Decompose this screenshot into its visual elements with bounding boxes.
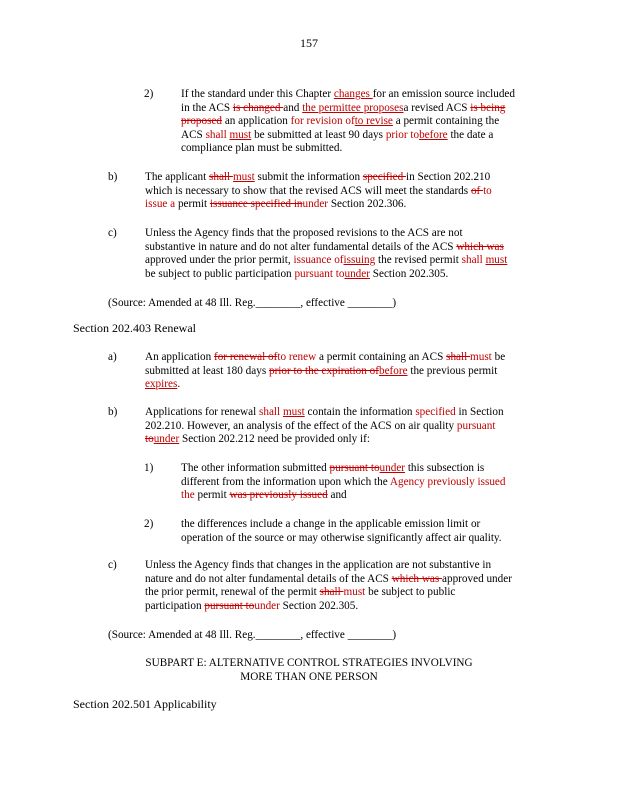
item-label: c) <box>108 559 117 571</box>
page-number: 157 <box>300 36 318 50</box>
paragraph-item-a: An application for renewal ofto renew a permit containing an ACS shall must be submitted at least 180 days prior to the expiration ofbefore the previous permit expires. <box>145 351 506 391</box>
item-label: 2) <box>144 518 154 530</box>
item-label: 2) <box>144 88 154 100</box>
source-note: (Source: Amended at 48 Ill. Reg.________, effective ________) <box>108 297 397 309</box>
paragraph-item-c: Unless the Agency finds that the proposed revisions to the ACS are not substantive in nature and do not alter fundamental details of the ACS which was approved under the prior permit, issuance ofissuing the revised permit shall must be subject to public participation pursuant tounder Section 202.305. <box>145 227 508 280</box>
subpart-heading: SUBPART E: ALTERNATIVE CONTROL STRATEGIES INVOLVING MORE THAN ONE PERSON <box>145 657 473 683</box>
item-label: c) <box>108 227 117 239</box>
paragraph-item-1: The other information submitted pursuant tounder this subsection is different from the information upon which the Agency previously issued the permit was previously issued and <box>181 462 506 502</box>
section-heading: Section 202.403 Renewal <box>73 321 196 335</box>
item-label: a) <box>108 351 117 363</box>
section-heading: Section 202.501 Applicability <box>73 697 217 711</box>
paragraph-item-b: The applicant shall must submit the information specified in Section 202.210 which is necessary to show that the revised ACS will meet the standards of to issue a permit issuance specified inunder Section 202.306. <box>145 171 492 211</box>
paragraph-item-2-renewal: the differences include a change in the applicable emission limit or operation of the source or may otherwise significantly affect air quality. <box>181 518 502 544</box>
paragraph-item-2: If the standard under this Chapter changes for an emission source included in the ACS is changed and the permittee proposesa revised ACS is being proposed an application for revision ofto revise a permit containing the ACS shall must be submitted at least 90 days prior tobefore the date a compliance plan must be submitted. <box>181 88 515 155</box>
source-note: (Source: Amended at 48 Ill. Reg.________, effective ________) <box>108 629 397 641</box>
item-label: 1) <box>144 462 154 474</box>
item-label: b) <box>108 171 118 183</box>
item-label: b) <box>108 406 118 418</box>
paragraph-item-b-renewal: Applications for renewal shall must contain the information specified in Section 202.210. However, an analysis of the effect of the ACS on air quality pursuant tounder Section 202.212 need be provided only if: <box>145 406 504 446</box>
paragraph-item-c-renewal: Unless the Agency finds that changes in the application are not substantive in nature and do not alter fundamental details of the ACS which was approved under the prior permit, renewal of the permit shall must be subject to public participation pursuant tounder Section 202.305. <box>145 559 512 612</box>
